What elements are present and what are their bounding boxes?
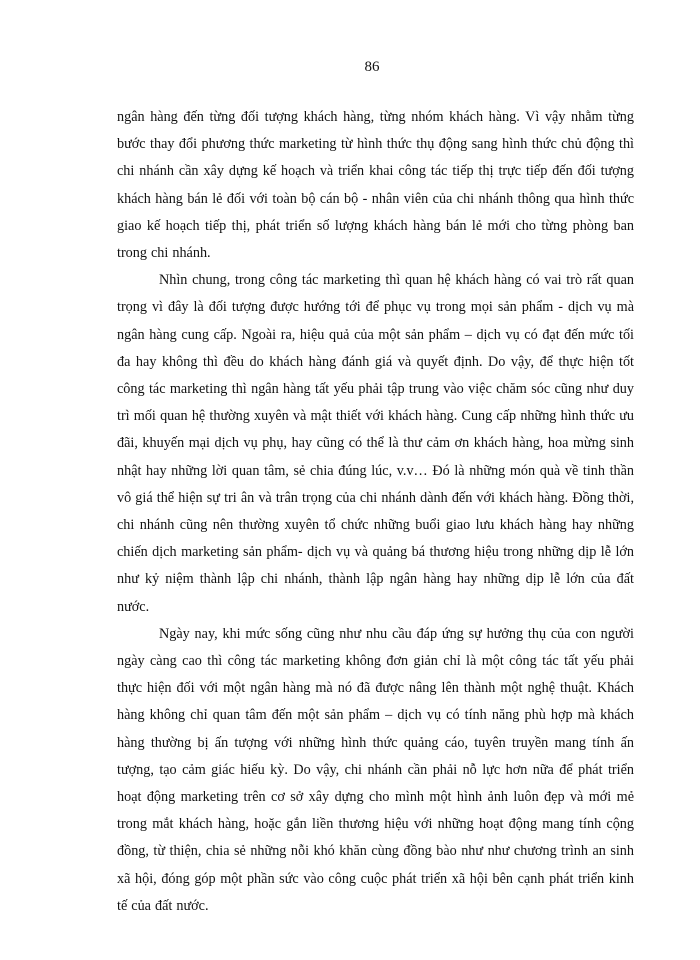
paragraph-1: ngân hàng đến từng đối tượng khách hàng, từng nhóm khách hàng. Vì vậy nhằm từng bước thay đổi phương thức marketing từ hình thức thụ động sang hình thức chủ động thì chi nhánh cần xây dựng kế hoạch và triển khai công tác tiếp thị trực tiếp đến đối tượng khách hàng bán lẻ đối với toàn bộ cán bộ - nhân viên của chi nhánh thông qua hình thức giao kế hoạch tiếp thị, phát triển số lượng khách hàng bán lẻ mới cho từng phòng ban trong chi nhánh. xyxy=(117,109,634,262)
paragraph-3: Ngày nay, khi mức sống cũng như nhu cầu đáp ứng sự hưởng thụ của con người ngày càng cao thì công tác marketing không đơn giản chỉ là một công tác tất yếu phải thực hiện đối với một ngân hàng mà nó đã được nâng lên thành một nghệ thuật. Khách hàng không chỉ quan tâm đến một sản phẩm – dịch vụ có tính năng phù hợp mà khách hàng thường bị ấn tượng với những hình thức quảng cáo, tuyên truyền mang tính ấn tượng, tạo cảm giác hiếu kỳ. Do vậy, chi nhánh cần phải nỗ lực hơn nữa để phát triển hoạt động marketing trên cơ sở xây dựng cho mình một hình ảnh luôn đẹp và mới mẻ trong mắt khách hàng, hoặc gắn liền thương hiệu với những hoạt động mang tính cộng đồng, từ thiện, chia sẻ những nỗi khó khăn cùng đồng bào như như chương trình an sinh xã hội, đóng góp một phần sức vào công cuộc phát triển xã hội bên cạnh phát triển kinh tế của đất nước. xyxy=(117,625,634,914)
body-text xyxy=(117,104,634,920)
paragraph-2: Nhìn chung, trong công tác marketing thì quan hệ khách hàng có vai trò rất quan trọng vì đây là đối tượng được hướng tới để phục vụ trong mọi sản phẩm - dịch vụ mà ngân hàng cung cấp. Ngoài ra, hiệu quả của một sản phẩm – dịch vụ có đạt đến mức tối đa hay không thì đều do khách hàng đánh giá và quyết định. Do vậy, để thực hiện tốt công tác marketing thì ngân hàng tất yếu phải tập trung vào việc chăm sóc cũng như duy trì mối quan hệ thường xuyên và mật thiết với khách hàng. Cung cấp những hình thức ưu đãi, khuyến mại dịch vụ phụ, hay cũng có thể là thư cảm ơn khách hàng, hoa mừng sinh nhật hay những lời quan tâm, sẻ chia đúng lúc, v.v… Đó là những món quà về tinh thần vô giá thể hiện sự tri ân và trân trọng của chi nhánh dành đến với khách hàng. Đồng thời, chi nhánh cũng nên thường xuyên tổ chức những buổi giao lưu khách hàng hay những chiến dịch marketing sản phẩm- dịch vụ và quảng bá thương hiệu trong những dịp lễ lớn như kỷ niệm thành lập chi nhánh, thành lập ngân hàng hay những dịp lễ lớn của đất nước. xyxy=(117,272,634,615)
page-number: 86 xyxy=(364,59,380,75)
